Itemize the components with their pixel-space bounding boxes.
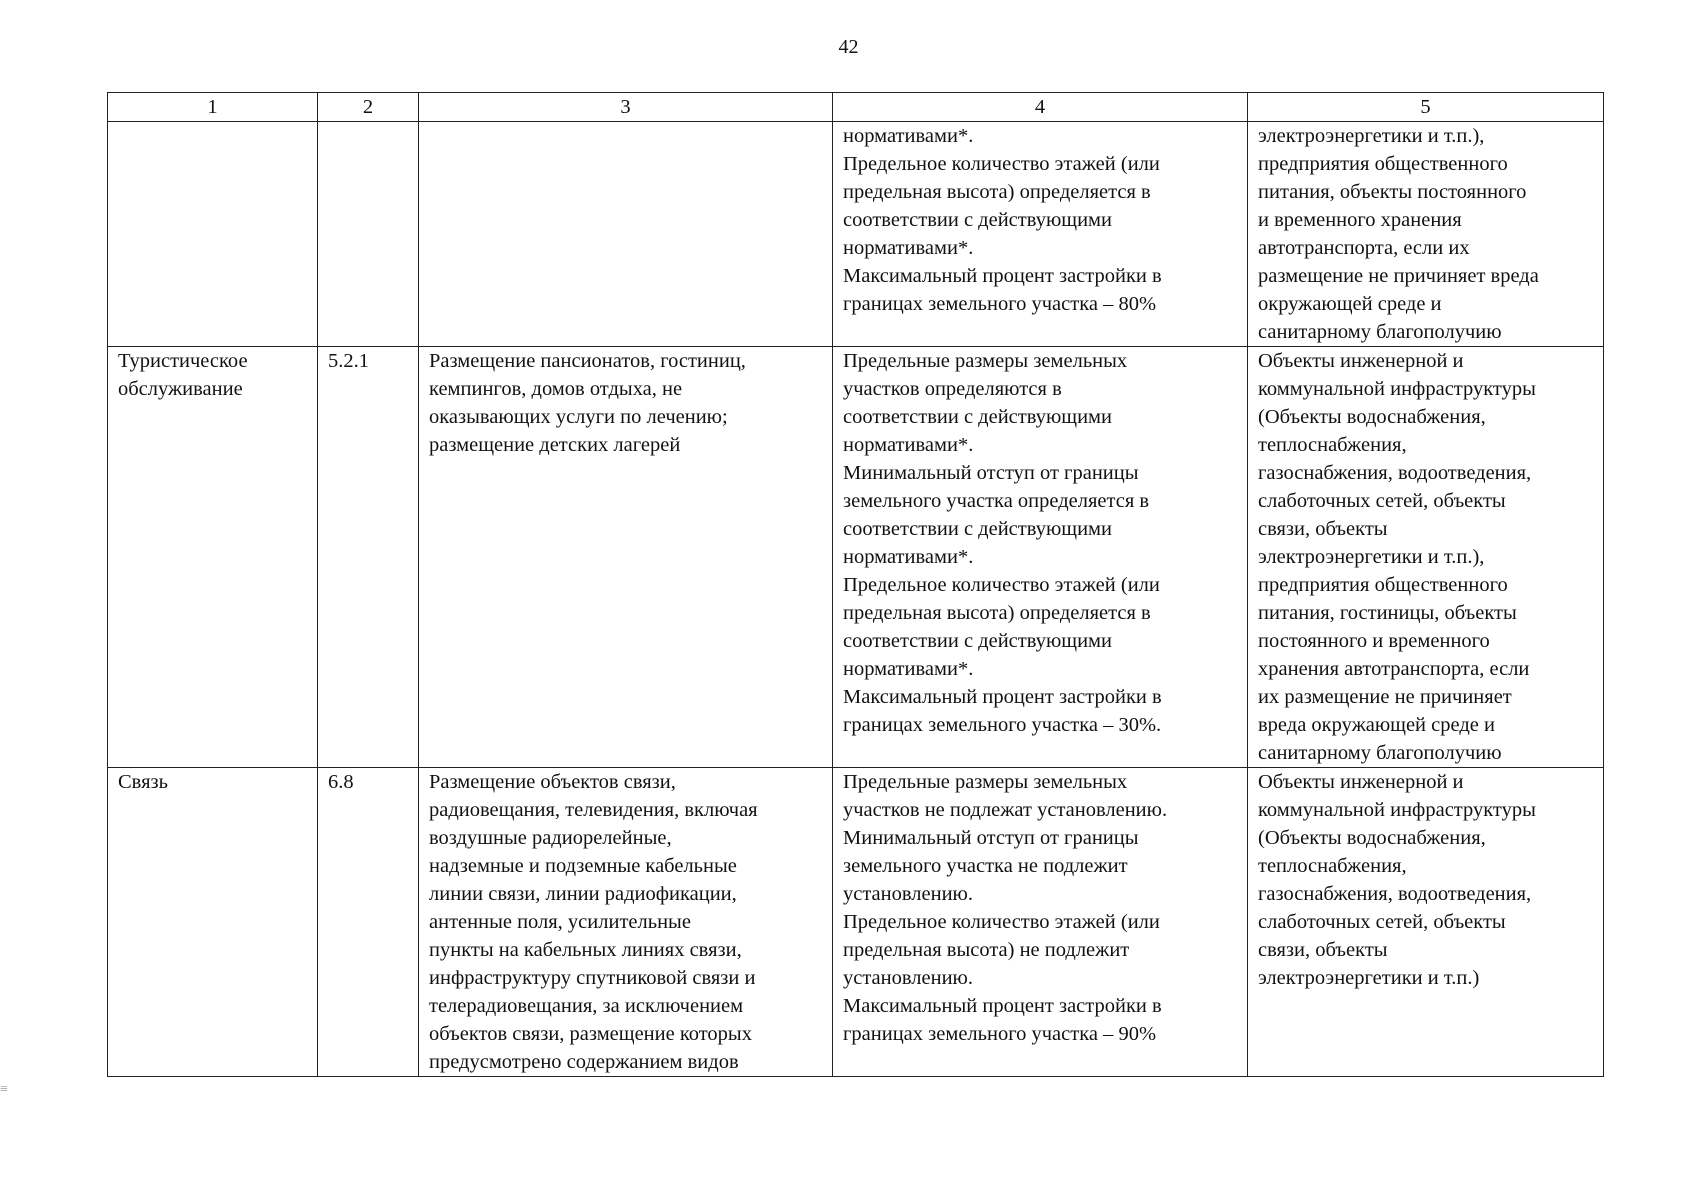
text-line: воздушные радиорелейные, — [429, 827, 672, 849]
text-line: теплоснабжения, — [1258, 855, 1407, 877]
text-line: газоснабжения, водоотведения, — [1258, 462, 1532, 484]
text-line: питания, гостиницы, объекты — [1258, 602, 1517, 624]
text-line: оказывающих услуги по лечению; — [429, 406, 728, 428]
use-description-cell — [419, 347, 833, 768]
text-line: связи, объекты — [1258, 518, 1388, 540]
text-line: электроэнергетики и т.п.), — [1258, 125, 1485, 147]
margin-mark: ≡ — [0, 1082, 8, 1097]
text-line: предприятия общественного — [1258, 574, 1508, 596]
text-line: размещение не причиняет вреда — [1258, 265, 1539, 287]
column-header-4: 4 — [833, 93, 1248, 122]
table-row — [108, 347, 1604, 768]
text-line: слаботочных сетей, объекты — [1258, 490, 1506, 512]
auxiliary-uses-cell — [1248, 768, 1604, 1077]
text-line: 6.8 — [328, 771, 354, 793]
text-line: Предельные размеры земельных — [843, 350, 1128, 372]
use-code-cell — [318, 347, 419, 768]
text-line: (Объекты водоснабжения, — [1258, 406, 1486, 428]
text-line: участков определяются в — [843, 378, 1062, 400]
text-line: предельная высота) определяется в — [843, 602, 1151, 624]
page-number: 42 — [838, 36, 859, 58]
text-line: Минимальный отступ от границы — [843, 462, 1139, 484]
table-row — [108, 122, 1604, 347]
text-line: питания, объекты постоянного — [1258, 181, 1527, 203]
text-line: Минимальный отступ от границы — [843, 827, 1139, 849]
header-row — [108, 93, 1604, 122]
text-line: земельного участка не подлежит — [843, 855, 1128, 877]
auxiliary-uses-cell — [1248, 347, 1604, 768]
text-line: размещение детских лагерей — [429, 434, 681, 456]
auxiliary-uses-cell — [1248, 122, 1604, 347]
text-line: постоянного и временного — [1258, 630, 1490, 652]
text-line: кемпингов, домов отдыха, не — [429, 378, 683, 400]
text-line: санитарному благополучию — [1258, 321, 1502, 343]
column-header-3: 3 — [419, 93, 833, 122]
text-line: предельная высота) определяется в — [843, 181, 1151, 203]
text-line: Предельное количество этажей (или — [843, 574, 1160, 596]
text-line: границах земельного участка – 30%. — [843, 714, 1162, 736]
text-line: автотранспорта, если их — [1258, 237, 1470, 259]
table-row — [108, 768, 1604, 1077]
use-code-cell — [318, 768, 419, 1077]
use-name-cell — [108, 768, 318, 1077]
text-line: окружающей среде и — [1258, 293, 1442, 315]
text-line: соответствии с действующими — [843, 406, 1112, 428]
text-line: нормативами*. — [843, 237, 974, 259]
column-header-5: 5 — [1248, 93, 1604, 122]
text-line: нормативами*. — [843, 546, 974, 568]
text-line: предприятия общественного — [1258, 153, 1508, 175]
text-line: Предельное количество этажей (или — [843, 911, 1160, 933]
use-name-cell — [108, 347, 318, 768]
text-line: слаботочных сетей, объекты — [1258, 911, 1506, 933]
text-line: антенные поля, усилительные — [429, 911, 691, 933]
text-line: Связь — [118, 771, 168, 793]
text-line: Объекты инженерной и — [1258, 350, 1464, 372]
text-line: коммунальной инфраструктуры — [1258, 378, 1536, 400]
text-line: Максимальный процент застройки в — [843, 265, 1162, 287]
text-line: связи, объекты — [1258, 939, 1388, 961]
text-line: Размещение пансионатов, гостиниц, — [429, 350, 746, 372]
text-line: Максимальный процент застройки в — [843, 995, 1162, 1017]
text-line: вреда окружающей среде и — [1258, 714, 1495, 736]
text-line: установлению. — [843, 967, 973, 989]
text-line: Предельные размеры земельных — [843, 771, 1128, 793]
text-line: 5.2.1 — [328, 350, 369, 372]
text-line: коммунальной инфраструктуры — [1258, 799, 1536, 821]
text-line: обслуживание — [118, 378, 243, 400]
text-line: нормативами*. — [843, 658, 974, 680]
text-line: соответствии с действующими — [843, 518, 1112, 540]
text-line: хранения автотранспорта, если — [1258, 658, 1530, 680]
text-line: пункты на кабельных линиях связи, — [429, 939, 742, 961]
column-header-2: 2 — [318, 93, 419, 122]
text-line: электроэнергетики и т.п.), — [1258, 546, 1485, 568]
text-line: предельная высота) не подлежит — [843, 939, 1130, 961]
text-line: земельного участка определяется в — [843, 490, 1150, 512]
text-line: соответствии с действующими — [843, 630, 1112, 652]
text-line: Максимальный процент застройки в — [843, 686, 1162, 708]
text-line: санитарному благополучию — [1258, 742, 1502, 764]
text-line: инфраструктуру спутниковой связи и — [429, 967, 756, 989]
text-line: телерадиовещания, за исключением — [429, 995, 744, 1017]
regulations-table — [107, 92, 1604, 1077]
text-line: нормативами*. — [843, 125, 974, 147]
text-line: (Объекты водоснабжения, — [1258, 827, 1486, 849]
text-line: участков не подлежат установлению. — [843, 799, 1168, 821]
text-line: границах земельного участка – 80% — [843, 293, 1157, 315]
column-header-1: 1 — [108, 93, 318, 122]
use-description-cell — [419, 122, 833, 347]
use-name-cell — [108, 122, 318, 347]
text-line: установлению. — [843, 883, 973, 905]
text-line: Туристическое — [118, 350, 248, 372]
text-line: Размещение объектов связи, — [429, 771, 676, 793]
text-line: линии связи, линии радиофикации, — [429, 883, 737, 905]
text-line: теплоснабжения, — [1258, 434, 1407, 456]
text-line: предусмотрено содержанием видов — [429, 1051, 739, 1073]
text-line: нормативами*. — [843, 434, 974, 456]
text-line: надземные и подземные кабельные — [429, 855, 737, 877]
text-line: электроэнергетики и т.п.) — [1258, 967, 1480, 989]
text-line: радиовещания, телевидения, включая — [429, 799, 758, 821]
parameters-cell — [833, 122, 1248, 347]
use-code-cell — [318, 122, 419, 347]
text-line: Предельное количество этажей (или — [843, 153, 1160, 175]
text-line: объектов связи, размещение которых — [429, 1023, 752, 1045]
text-line: Объекты инженерной и — [1258, 771, 1464, 793]
text-line: соответствии с действующими — [843, 209, 1112, 231]
text-line: и временного хранения — [1258, 209, 1462, 231]
parameters-cell — [833, 347, 1248, 768]
text-line: их размещение не причиняет — [1258, 686, 1512, 708]
parameters-cell — [833, 768, 1248, 1077]
text-line: границах земельного участка – 90% — [843, 1023, 1157, 1045]
use-description-cell — [419, 768, 833, 1077]
text-line: газоснабжения, водоотведения, — [1258, 883, 1532, 905]
